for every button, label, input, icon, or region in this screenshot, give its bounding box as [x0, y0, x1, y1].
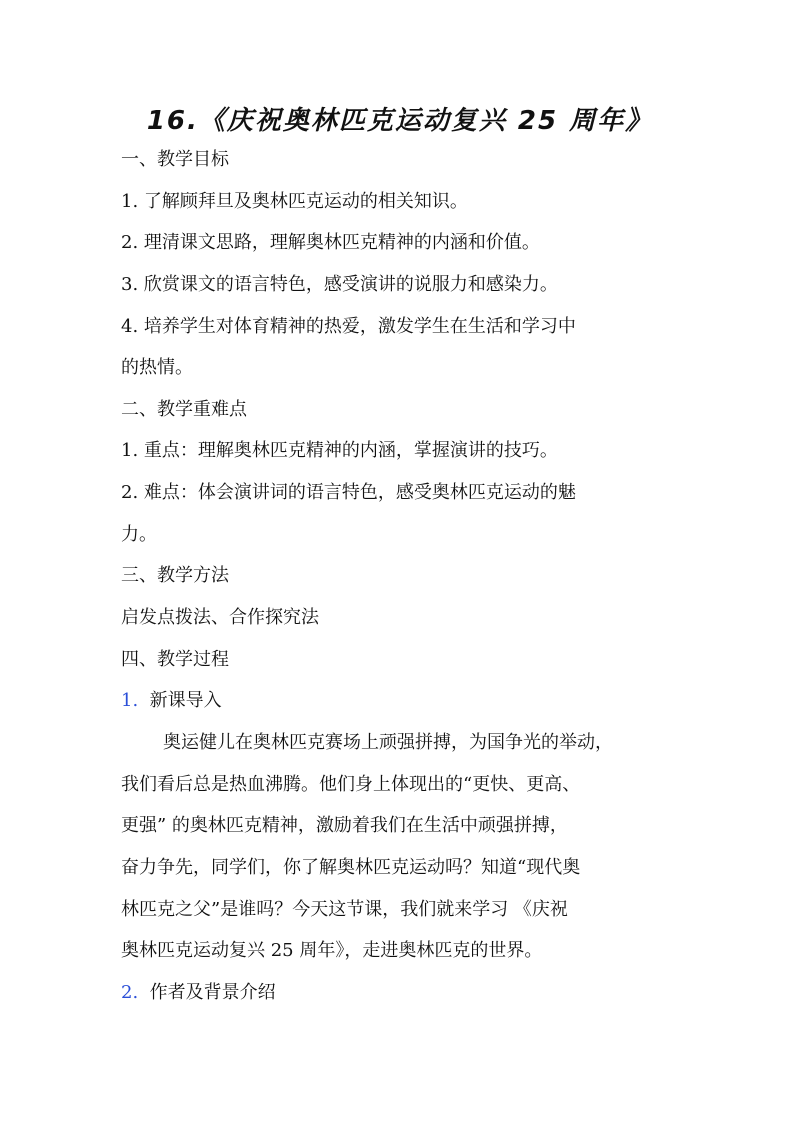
goal-item-4: 4. 培养学生对体育精神的热爱，激发学生在生活和学习中: [121, 316, 576, 337]
process-sub-intro-label: 新课导入: [149, 690, 222, 711]
goal-item-2: 2. 理清课文思路，理解奥林匹克精神的内涵和价值。: [121, 232, 540, 253]
intro-para-line-5: 林匹克之父”是谁吗？今天这节课，我们就来学习 《庆祝: [121, 899, 568, 920]
intro-para-line-4: 奋力争先，同学们，你了解奥林匹克运动吗？知道“现代奥: [121, 857, 581, 878]
keypoint-item-2-cont: 力。: [121, 524, 157, 545]
intro-para-line-6: 奥林匹克运动复兴 25 周年》，走进奥林匹克的世界。: [121, 940, 543, 961]
intro-para-line-2: 我们看后总是热血沸腾。他们身上体现出的“更快、更高、: [121, 774, 581, 795]
goal-item-1: 1. 了解顾拜旦及奥林匹克运动的相关知识。: [121, 191, 468, 212]
process-sub-background: [121, 979, 691, 1007]
process-sub-background-label: 作者及背景介绍: [149, 982, 276, 1003]
methods-text: 启发点拨法、合作探究法: [121, 607, 319, 628]
keypoint-item-2: 2. 难点：体会演讲词的语言特色，感受奥林匹克运动的魅: [121, 482, 576, 503]
section-heading-keypoints: 二、教学重难点: [121, 399, 247, 420]
keypoint-item-1: 1. 重点：理解奥林匹克精神的内涵，掌握演讲的技巧。: [121, 440, 558, 461]
intro-para-line-1: 奥运健儿在奥林匹克赛场上顽强拼搏，为国争光的举动，: [163, 732, 613, 753]
goal-item-4-cont: 的热情。: [121, 357, 193, 378]
process-sub-intro: [121, 687, 691, 715]
intro-para-line-3: 更强” 的奥林匹克精神，激励着我们在生活中顽强拼搏，: [121, 815, 568, 836]
section-heading-process: 四、教学过程: [121, 649, 229, 670]
document-title: 16.《庆祝奥林匹克运动复兴 25 周年》: [146, 106, 654, 136]
goal-item-3: 3. 欣赏课文的语言特色，感受演讲的说服力和感染力。: [121, 274, 558, 295]
process-sub-background-number: 2.: [121, 982, 139, 1003]
section-heading-goals: 一、教学目标: [121, 149, 229, 170]
process-sub-intro-number: 1.: [121, 690, 139, 711]
section-heading-methods: 三、教学方法: [121, 565, 229, 586]
